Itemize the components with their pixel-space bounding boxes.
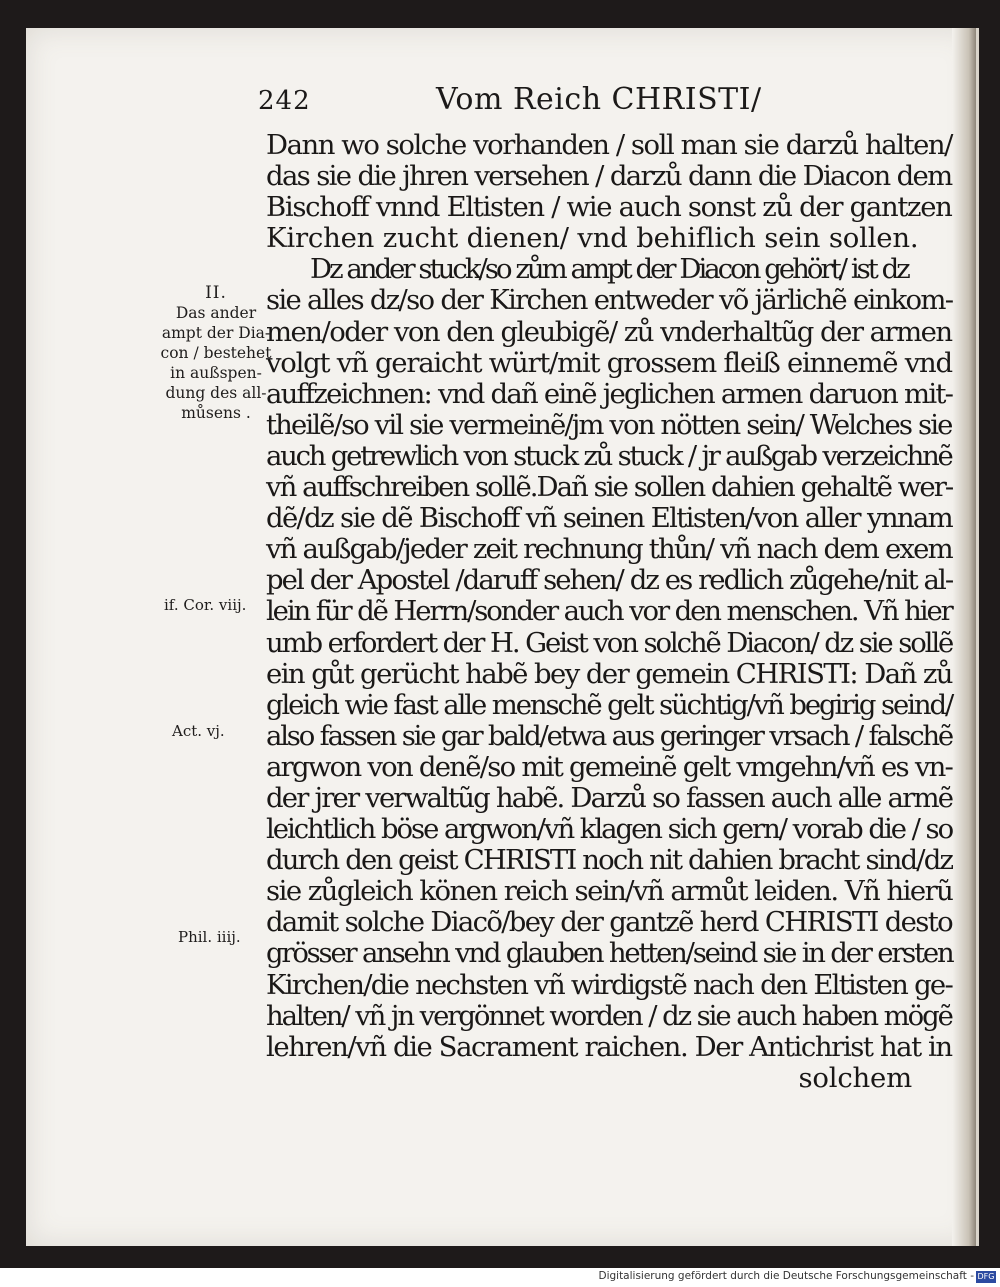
text-line: Dann wo solche vorhanden / soll man sie darzů halten/ <box>266 129 952 161</box>
text-line: durch den geist CHRISTI noch nit dahien bracht sind/dz <box>266 844 953 877</box>
margin-note-line: dung des all- <box>165 384 267 402</box>
margin-ref-corinthians: if. Cor. viij. <box>164 596 247 614</box>
text-line: das sie die jhren versehen / darzů dann die Diacon dem <box>266 160 952 193</box>
text-line: gleich wie fast alle menschẽ gelt süchtig/vñ begirig seind/ <box>266 688 953 721</box>
text-line: lein für dẽ Herrn/sonder auch vor den menschen. Vñ hier <box>266 595 952 628</box>
text-line: men/oder von den gleubigẽ/ zů vnderhaltũg der armen <box>266 315 952 348</box>
text-line: also fassen sie gar bald/etwa aus geringer vrsach / falschẽ <box>266 719 952 752</box>
text-line: volgt vñ geraicht würt/mit grossem fleiß einnemẽ vnd <box>266 346 952 379</box>
margin-note-line: Das ander <box>175 304 257 322</box>
footer-bar <box>0 1268 1000 1287</box>
text-line: dẽ/dz sie dẽ Bischoff vñ seinen Eltisten/von aller ynnam <box>266 502 953 535</box>
margin-note-line: in außspen- <box>170 364 262 382</box>
text-line: vñ auffschreiben sollẽ.Dañ sie sollen dahien gehaltẽ wer- <box>266 471 953 504</box>
margin-note-diacon <box>160 283 272 423</box>
text-line: vñ außgab/jeder zeit rechnung thůn/ vñ nach dem exem <box>266 533 952 566</box>
margin-note-number: II. <box>205 283 227 303</box>
text-line: pel der Apostel /daruff sehen/ dz es redlich zůgehe/nit al- <box>266 564 953 597</box>
text-line: Kirchen zucht dienen/ vnd behiflich sein sollen. <box>266 222 919 255</box>
text-line: der jrer verwaltũg habẽ. Darzů so fassen auch alle armẽ <box>266 781 953 814</box>
text-line: grösser ansehn vnd glauben hetten/seind sie in der ersten <box>266 937 953 970</box>
page-header <box>258 80 898 124</box>
text-line: lehren/vñ die Sacrament raichen. Der Antichrist hat in <box>266 1030 952 1063</box>
text-line: sie alles dz/so der Kirchen entweder võ järlichẽ einkom- <box>266 284 953 317</box>
text-line: ein gůt gerücht habẽ bey der gemein CHRISTI: Dañ zů <box>266 657 952 690</box>
text-line: Bischoff vnnd Eltisten / wie auch sonst zů der gantzen <box>266 191 952 224</box>
page-number: 242 <box>258 86 311 116</box>
margin-ref-philippians: Phil. iiij. <box>178 928 241 946</box>
funding-credit: Digitalisierung gefördert durch die Deutsche Forschungsgemeinschaft - <box>598 1270 974 1282</box>
margin-note-line: můsens . <box>181 404 251 422</box>
body-text <box>266 130 952 1094</box>
text-line: halten/ vñ jn vergönnet worden / dz sie auch haben mögẽ <box>266 999 952 1032</box>
text-line: auffzeichnen: vnd dañ einẽ jeglichen armen daruon mit- <box>266 377 953 410</box>
margin-ref-acts: Act. vj. <box>172 722 225 740</box>
text-line: umb erfordert der H. Geist von solchẽ Diacon/ dz sie sollẽ <box>266 626 953 659</box>
text-line: leichtlich böse argwon/vñ klagen sich gern/ vorab die / so <box>266 813 953 846</box>
margin-note-line: ampt der Dia- <box>161 324 271 342</box>
catchword: solchem <box>798 1061 912 1094</box>
text-line: argwon von denẽ/so mit gemeinẽ gelt vmgehn/vñ es vn- <box>266 750 953 783</box>
text-line: Dz ander stuck/so zům ampt der Diacon gehört/ ist dz <box>310 253 908 286</box>
text-line: auch getrewlich von stuck zů stuck / jr außgab verzeichnẽ <box>266 439 952 472</box>
text-line: Kirchen/die nechsten vñ wirdigstẽ nach den Eltisten ge- <box>266 968 952 1001</box>
margin-note-line: con / bestehet <box>160 344 272 362</box>
text-line: damit solche Diacõ/bey der gantzẽ herd CHRISTI desto <box>266 906 952 939</box>
text-line: theilẽ/so vil sie vermeinẽ/jm von nötten sein/ Welches sie <box>266 408 952 441</box>
dfg-logo: DFG <box>977 1272 995 1281</box>
page-gutter-shadow <box>952 28 976 1246</box>
text-line: sie zůgleich könen reich sein/vñ armůt leiden. Vñ hierũ <box>266 875 953 908</box>
running-title: Vom Reich CHRISTI/ <box>436 82 762 117</box>
